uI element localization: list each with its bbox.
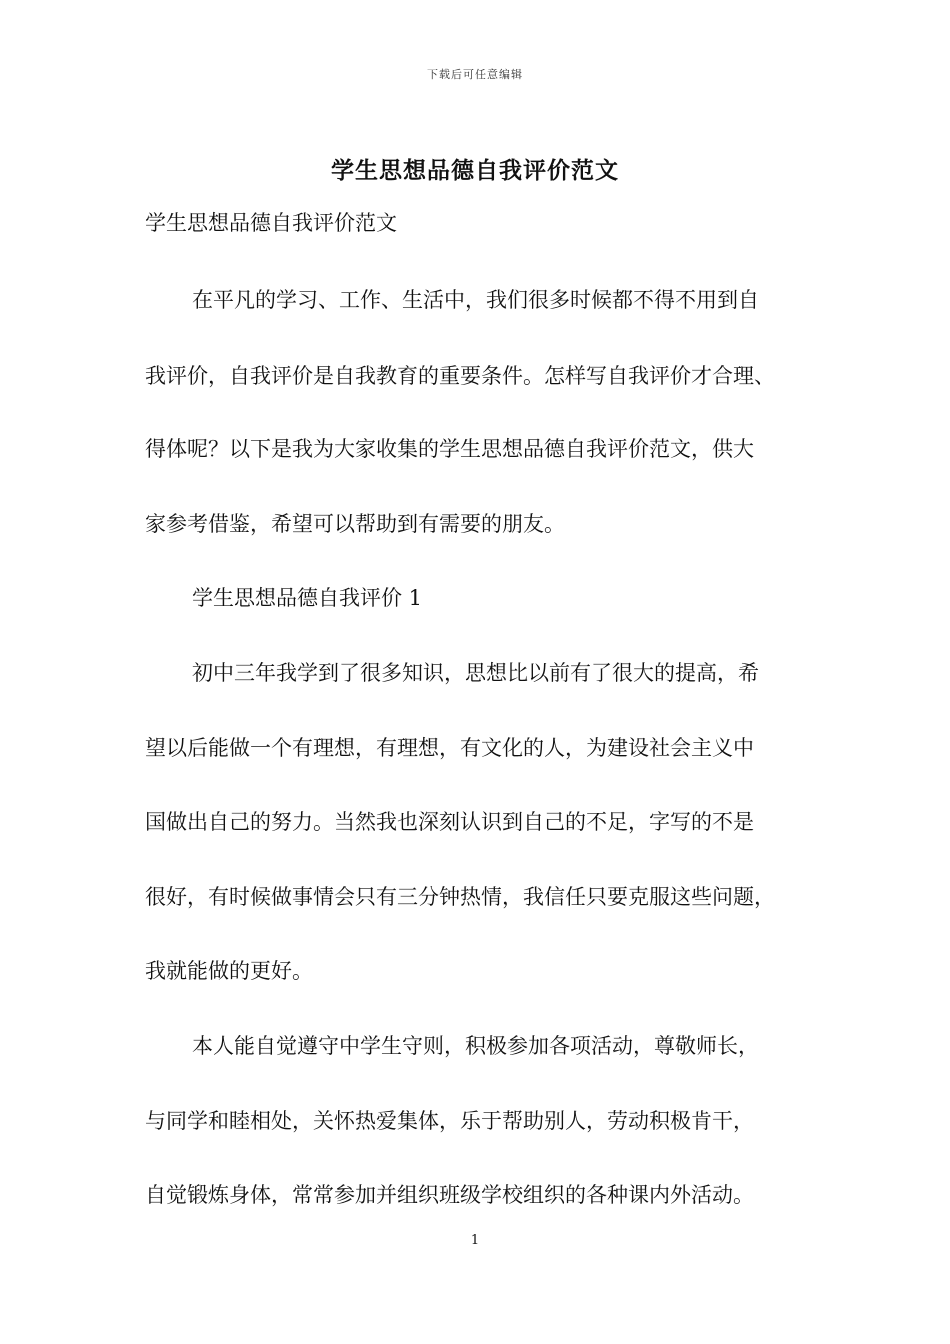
paragraph3-line3: 自觉锻炼身体，常常参加并组织班级学校组织的各种课内外活动。 <box>145 1183 754 1207</box>
paragraph1-line1: 在平凡的学习、工作、生活中，我们很多时候都不得不用到自 <box>192 288 759 312</box>
paragraph2-line1: 初中三年我学到了很多知识，思想比以前有了很大的提高，希 <box>192 661 759 685</box>
paragraph2-line5: 我就能做的更好。 <box>145 959 313 983</box>
document-title: 学生思想品德自我评价范文 <box>331 157 619 184</box>
section-heading: 学生思想品德自我评价 1 <box>192 586 423 610</box>
page-number: 1 <box>470 1233 480 1248</box>
paragraph2-line2: 望以后能做一个有理想，有理想，有文化的人，为建设社会主义中 <box>145 736 754 760</box>
paragraph1-line4: 家参考借鉴，希望可以帮助到有需要的朋友。 <box>145 512 565 536</box>
paragraph3-line2: 与同学和睦相处，关怀热爱集体，乐于帮助别人，劳动积极肯干， <box>145 1109 754 1133</box>
paragraph1-line2: 我评价，自我评价是自我教育的重要条件。怎样写自我评价才合理、 <box>145 364 775 388</box>
paragraph2-line3: 国做出自己的努力。当然我也深刻认识到自己的不足，字写的不是 <box>145 810 754 834</box>
document-subtitle: 学生思想品德自我评价范文 <box>145 211 397 235</box>
header-note: 下载后可任意编辑 <box>427 68 523 81</box>
paragraph3-line1: 本人能自觉遵守中学生守则，积极参加各项活动，尊敬师长， <box>192 1034 759 1058</box>
paragraph1-line3: 得体呢？以下是我为大家收集的学生思想品德自我评价范文，供大 <box>145 437 754 461</box>
paragraph2-line4: 很好，有时候做事情会只有三分钟热情，我信任只要克服这些问题， <box>145 885 775 909</box>
